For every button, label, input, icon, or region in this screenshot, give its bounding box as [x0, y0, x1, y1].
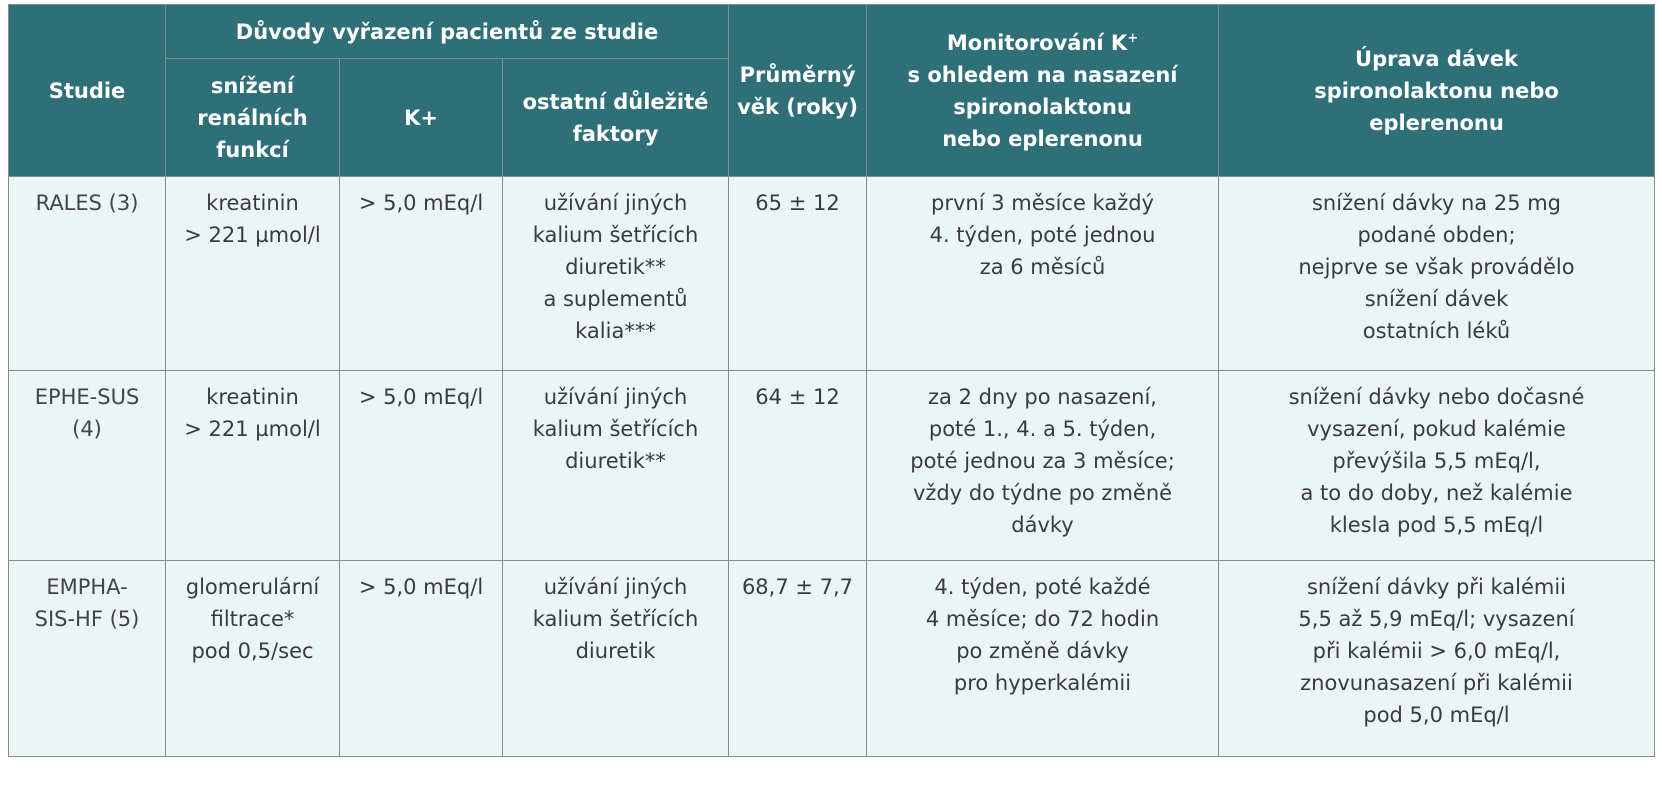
header-reasons-group: Důvody vyřazení pacientů ze studie	[166, 5, 729, 59]
cell-other: užívání jiných kalium šetřících diuretik** a suplementů kalia***	[503, 177, 729, 371]
header-other-factors: ostatní důležité faktory	[503, 59, 729, 177]
cell-renal: glomerulární filtrace* pod 0,5/sec	[166, 561, 340, 757]
cell-age: 64 ± 12	[729, 371, 867, 561]
table-row	[9, 371, 1655, 561]
cell-renal: kreatinin > 221 µmol/l	[166, 177, 340, 371]
study-table	[8, 4, 1655, 757]
header-k-plus: K+	[340, 59, 503, 177]
cell-monitoring: první 3 měsíce každý 4. týden, poté jednou za 6 měsíců	[867, 177, 1219, 371]
table-wrapper	[8, 4, 1654, 757]
cell-renal: kreatinin > 221 µmol/l	[166, 371, 340, 561]
table-header	[9, 5, 1655, 177]
header-dose-adjustment: Úprava dávek spironolaktonu nebo eplerenonu	[1219, 5, 1655, 177]
header-monitoring-post: s ohledem na nasazení spironolaktonu nebo eplerenonu	[907, 62, 1178, 151]
cell-monitoring: za 2 dny po nasazení, poté 1., 4. a 5. týden, poté jednou za 3 měsíce; vždy do týdne po změně dávky	[867, 371, 1219, 561]
table-row	[9, 561, 1655, 757]
table-row	[9, 177, 1655, 371]
cell-other: užívání jiných kalium šetřících diuretik**	[503, 371, 729, 561]
cell-study: EPHE-SUS (4)	[9, 371, 166, 561]
header-monitoring	[867, 5, 1219, 177]
cell-dose: snížení dávky při kalémii 5,5 až 5,9 mEq/l; vysazení při kalémii > 6,0 mEq/l, znovunasazení při kalémii pod 5,0 mEq/l	[1219, 561, 1655, 757]
cell-age: 68,7 ± 7,7	[729, 561, 867, 757]
cell-monitoring: 4. týden, poté každé 4 měsíce; do 72 hodin po změně dávky pro hyperkalémii	[867, 561, 1219, 757]
cell-dose: snížení dávky na 25 mg podané obden; nejprve se však provádělo snížení dávek ostatních léků	[1219, 177, 1655, 371]
header-mean-age: Průměrný věk (roky)	[729, 5, 867, 177]
header-renal: snížení renálních funkcí	[166, 59, 340, 177]
header-monitoring-pre: Monitorování K	[946, 30, 1128, 55]
cell-study: RALES (3)	[9, 177, 166, 371]
cell-age: 65 ± 12	[729, 177, 867, 371]
table-body	[9, 177, 1655, 757]
cell-study: EMPHA- SIS-HF (5)	[9, 561, 166, 757]
cell-k-plus: > 5,0 mEq/l	[340, 177, 503, 371]
cell-dose: snížení dávky nebo dočasné vysazení, pokud kalémie převýšila 5,5 mEq/l, a to do doby, než kalémie klesla pod 5,5 mEq/l	[1219, 371, 1655, 561]
header-monitoring-sup: +	[1127, 30, 1139, 46]
header-studie: Studie	[9, 5, 166, 177]
cell-k-plus: > 5,0 mEq/l	[340, 561, 503, 757]
cell-other: užívání jiných kalium šetřících diuretik	[503, 561, 729, 757]
cell-k-plus: > 5,0 mEq/l	[340, 371, 503, 561]
